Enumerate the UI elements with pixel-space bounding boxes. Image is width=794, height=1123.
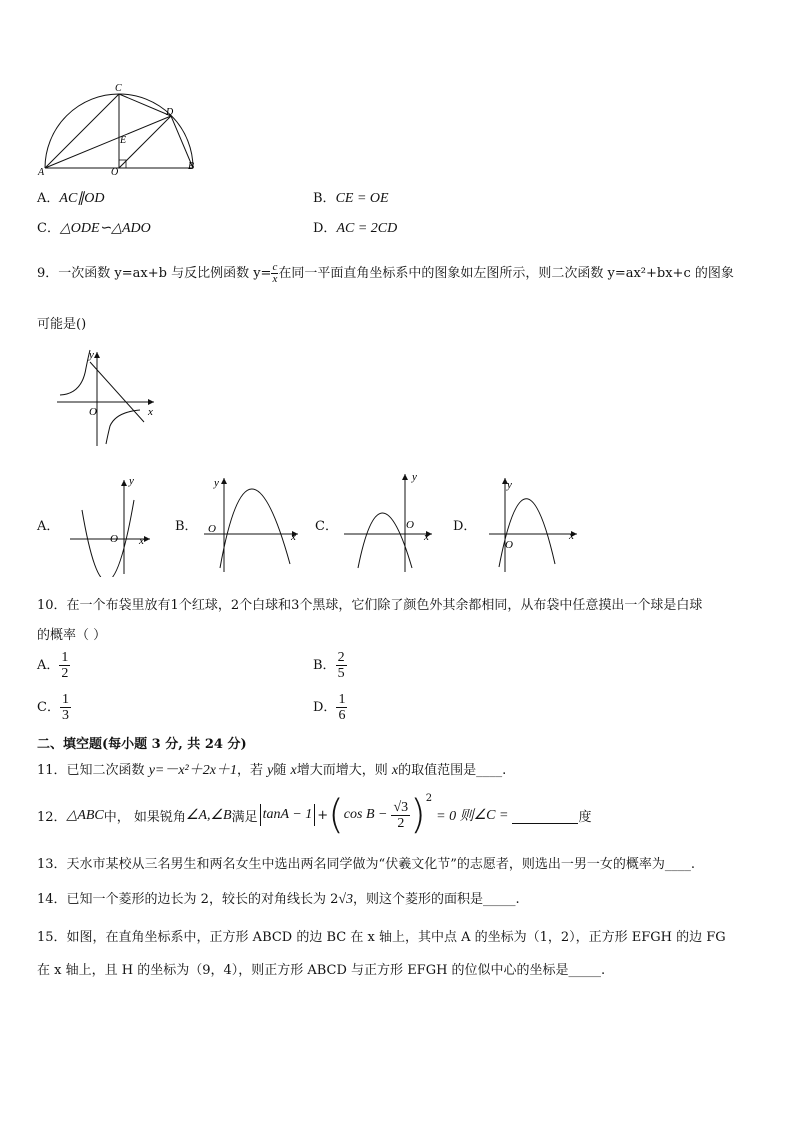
q9-option-b[interactable]: B． [175,519,198,534]
q8-option-d[interactable]: D．AC = 2CD [313,221,398,236]
graph-b-x-label: x [291,531,296,543]
graph-a-x-label: x [139,535,144,547]
q9-graph-b [200,472,305,577]
q9-option-c[interactable]: C． [315,519,338,534]
graph-d-origin: O [505,539,513,551]
label-b: B [188,161,195,172]
graph-d-y-label: y [507,479,512,491]
label-d: D [166,107,174,118]
main-graph-y-label: y [89,349,94,361]
label-a: A [38,167,45,178]
q9-question: 9．一次函数 y=ax+b 与反比例函数 y= $\frac{c}{x}$ 在同一平面直角坐标系中的图象如左图所示，则二次函数 y=ax²+bx+c 的图象 [37,261,734,285]
q10-question: 10．在一个布袋里放有1个红球，2个白球和3个黑球，它们除了颜色外其余都相同，从布袋中任意摸出一个球是白球 [37,598,703,613]
q12-answer-blank[interactable] [512,807,578,824]
q10-option-b[interactable]: B． $\frac{2}{5}$ [313,650,345,681]
section-title: 二、填空题(每小题 3 分, 共 24 分) [37,737,247,752]
q9-graph-d [485,472,585,577]
q10-option-a[interactable]: A． $\frac{1}{2}$ [37,650,69,681]
q9-graph-c [340,468,440,576]
graph-a-y-label: y [129,475,134,487]
graph-d-x-label: x [569,530,574,542]
q8-option-a[interactable]: A．AC∥OD [37,191,105,206]
q13-question: 13．天水市某校从三名男生和两名女生中选出两名同学做为“伏羲文化节”的志愿者，则选出一男一女的概率为____. [37,857,695,872]
q9-main-graph [52,348,162,448]
graph-c-origin: O [406,519,414,531]
q14-question: 14．已知一个菱形的边长为 2，较长的对角线长为 2√3，则这个菱形的面积是_____. [37,892,520,907]
q8-option-b[interactable]: B．CE = OE [313,191,389,206]
main-graph-origin: O [89,406,97,418]
q9-graph-a [62,472,162,577]
q9-question-line2: 可能是() [37,317,87,332]
graph-c-x-label: x [424,531,429,543]
q12-question: 12． △ABC 中， 如果锐角 ∠A,∠B 满足 tanA − 1 + ( cos B − $\frac{√3}{2}$ ) $^2$ = 0 则 ∠C = 度 [37,792,592,838]
q11-question: 11．已知二次函数 y=－x²＋2x＋1，若 y随 x增大而增大，则 x的取值范围是____. [37,763,507,778]
q9-option-a[interactable]: A． [37,519,60,534]
label-o: O [111,167,119,178]
label-c: C [115,83,122,94]
graph-b-y-label: y [214,477,219,489]
q9-fraction: $\frac{c}{x}$ [272,261,278,285]
q15-question: 15．如图，在直角坐标系中，正方形 ABCD 的边 BC 在 x 轴上，其中点 A 的坐标为（1，2），正方形 EFGH 的边 FG [37,930,726,945]
q10-question-line2: 的概率（ ） [37,628,107,643]
graph-b-origin: O [208,523,216,535]
q8-option-c[interactable]: C．△ODE∽△ADO [37,221,151,236]
semicircle-figure [30,78,210,178]
graph-c-y-label: y [412,471,417,483]
q9-option-d[interactable]: D． [453,519,477,534]
graph-a-origin: O [110,533,118,545]
label-e: E [120,135,127,146]
q15-question-line2: 在 x 轴上，且 H 的坐标为（9，4），则正方形 ABCD 与正方形 EFGH 的位似中心的坐标是_____. [37,963,606,978]
main-graph-x-label: x [148,406,153,418]
q10-option-d[interactable]: D． $\frac{1}{6}$ [313,692,346,723]
q10-option-c[interactable]: C． $\frac{1}{3}$ [37,692,69,723]
